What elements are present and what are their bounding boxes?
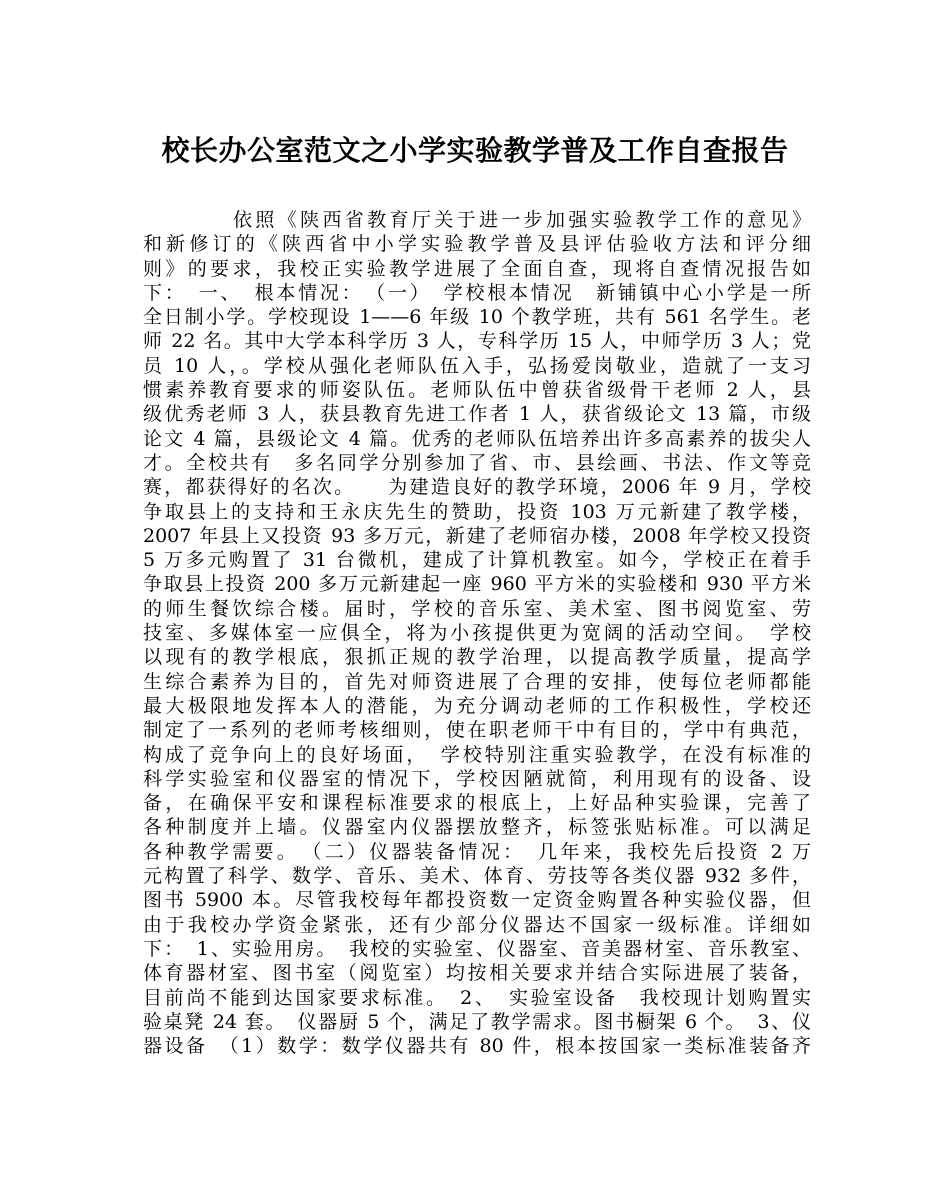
body-line: 下： 1、实验用房。 我校的实验室、仪器室、音美器材室、音乐教室、	[143, 937, 811, 960]
body-line: 则》的要求，我校正实验教学进展了全面自查，现将自查情况报告如	[143, 257, 811, 280]
body-line: 验桌凳 24 套。 仪器厨 5 个，满足了教学需求。图书橱架 6 个。 3、仪	[143, 1010, 811, 1033]
body-line: 制定了一系列的老师考核细则，使在职老师干中有目的，学中有典范，	[143, 719, 811, 742]
body-line: 争取县上投资 200 多万元新建起一座 960 平方米的实验楼和 930 平方米	[143, 573, 811, 596]
document-title: 校长办公室范文之小学实验教学普及工作自查报告	[161, 134, 789, 167]
body-line: 争取县上的支持和王永庆先生的赞助，投资 103 万元新建了教学楼，	[143, 500, 811, 523]
body-line: 技室、多媒体室一应俱全，将为小孩提供更为宽阔的活动空间。 学校	[143, 622, 811, 645]
body-line: 各种制度并上墙。仪器室内仪器摆放整齐，标签张贴标准。可以满足	[143, 816, 811, 839]
body-line: 构成了竞争向上的良好场面， 学校特别注重实验教学，在没有标准的	[143, 743, 811, 766]
body-line: 最大极限地发挥本人的潜能，为充分调动老师的工作积极性，学校还	[143, 694, 811, 717]
body-line: 师 22 名。其中大学本科学历 3 人，专科学历 15 人，中师学历 3 人；党	[143, 330, 811, 353]
body-line: 由于我校办学资金紧张，还有少部分仪器达不国家一级标准。详细如	[143, 913, 811, 936]
body-line: 各种教学需要。 （二）仪器装备情况： 几年来，我校先后投资 2 万	[143, 840, 811, 863]
body-line: 和新修订的《陕西省中小学实验教学普及县评估验收方法和评分细	[143, 233, 811, 256]
body-line: 论文 4 篇，县级论文 4 篇。优秀的老师队伍培养出许多高素养的拔尖人	[143, 427, 811, 450]
body-line: 以现有的教学根底，狠抓正规的教学治理，以提高教学质量，提高学	[143, 646, 811, 669]
body-line: 依照《陕西省教育厅关于进一步加强实验教学工作的意见》	[233, 209, 811, 231]
body-line: 级优秀老师 3 人，获县教育先进工作者 1 人，获省级论文 13 篇，市级	[143, 403, 811, 426]
body-line: 下： 一、 根本情况： （一） 学校根本情况 新铺镇中心小学是一所	[143, 281, 811, 304]
body-line: 2007 年县上又投资 93 多万元，新建了老师宿办楼，2008 年学校又投资	[143, 524, 811, 547]
body-line: 生综合素养为目的，首先对师资进展了合理的安排，使每位老师都能	[143, 670, 811, 693]
body-line: 才。全校共有 多名同学分别参加了省、市、县绘画、书法、作文等竞	[143, 451, 811, 474]
body-line: 图书 5900 本。尽管我校每年都投资数一定资金购置各种实验仪器，但	[143, 889, 811, 912]
document-body	[143, 208, 811, 1058]
body-line: 备，在确保平安和课程标准要求的根底上，上好品种实验课，完善了	[143, 792, 811, 815]
body-line: 科学实验室和仪器室的情况下，学校因陋就简，利用现有的设备、设	[143, 767, 811, 790]
body-line: 员 10 人，。学校从强化老师队伍入手，弘扬爱岗敬业，造就了一支习	[143, 354, 811, 377]
body-line: 目前尚不能到达国家要求标准。 2、 实验室设备 我校现计划购置实	[143, 986, 811, 1009]
body-line: 惯素养教育要求的师姿队伍。老师队伍中曾获省级骨干老师 2 人，县	[143, 379, 811, 402]
body-line: 体育器材室、图书室（阅览室）均按相关要求并结合实际进展了装备，	[143, 962, 811, 985]
body-line: 器设备 （1）数学：数学仪器共有 80 件，根本按国家一类标准装备齐	[143, 1035, 811, 1058]
body-line: 全日制小学。学校现设 1——6 年级 10 个教学班，共有 561 名学生。老	[143, 306, 811, 329]
body-line: 元构置了科学、数学、音乐、美术、体育、劳技等各类仪器 932 多件，	[143, 865, 811, 888]
body-line: 的师生餐饮综合楼。届时，学校的音乐室、美术室、图书阅览室、劳	[143, 597, 811, 620]
body-line: 5 万多元购置了 31 台微机，建成了计算机教室。如今，学校正在着手	[143, 549, 811, 572]
body-line: 赛，都获得好的名次。 为建造良好的教学环境，2006 年 9 月，学校	[143, 476, 811, 499]
